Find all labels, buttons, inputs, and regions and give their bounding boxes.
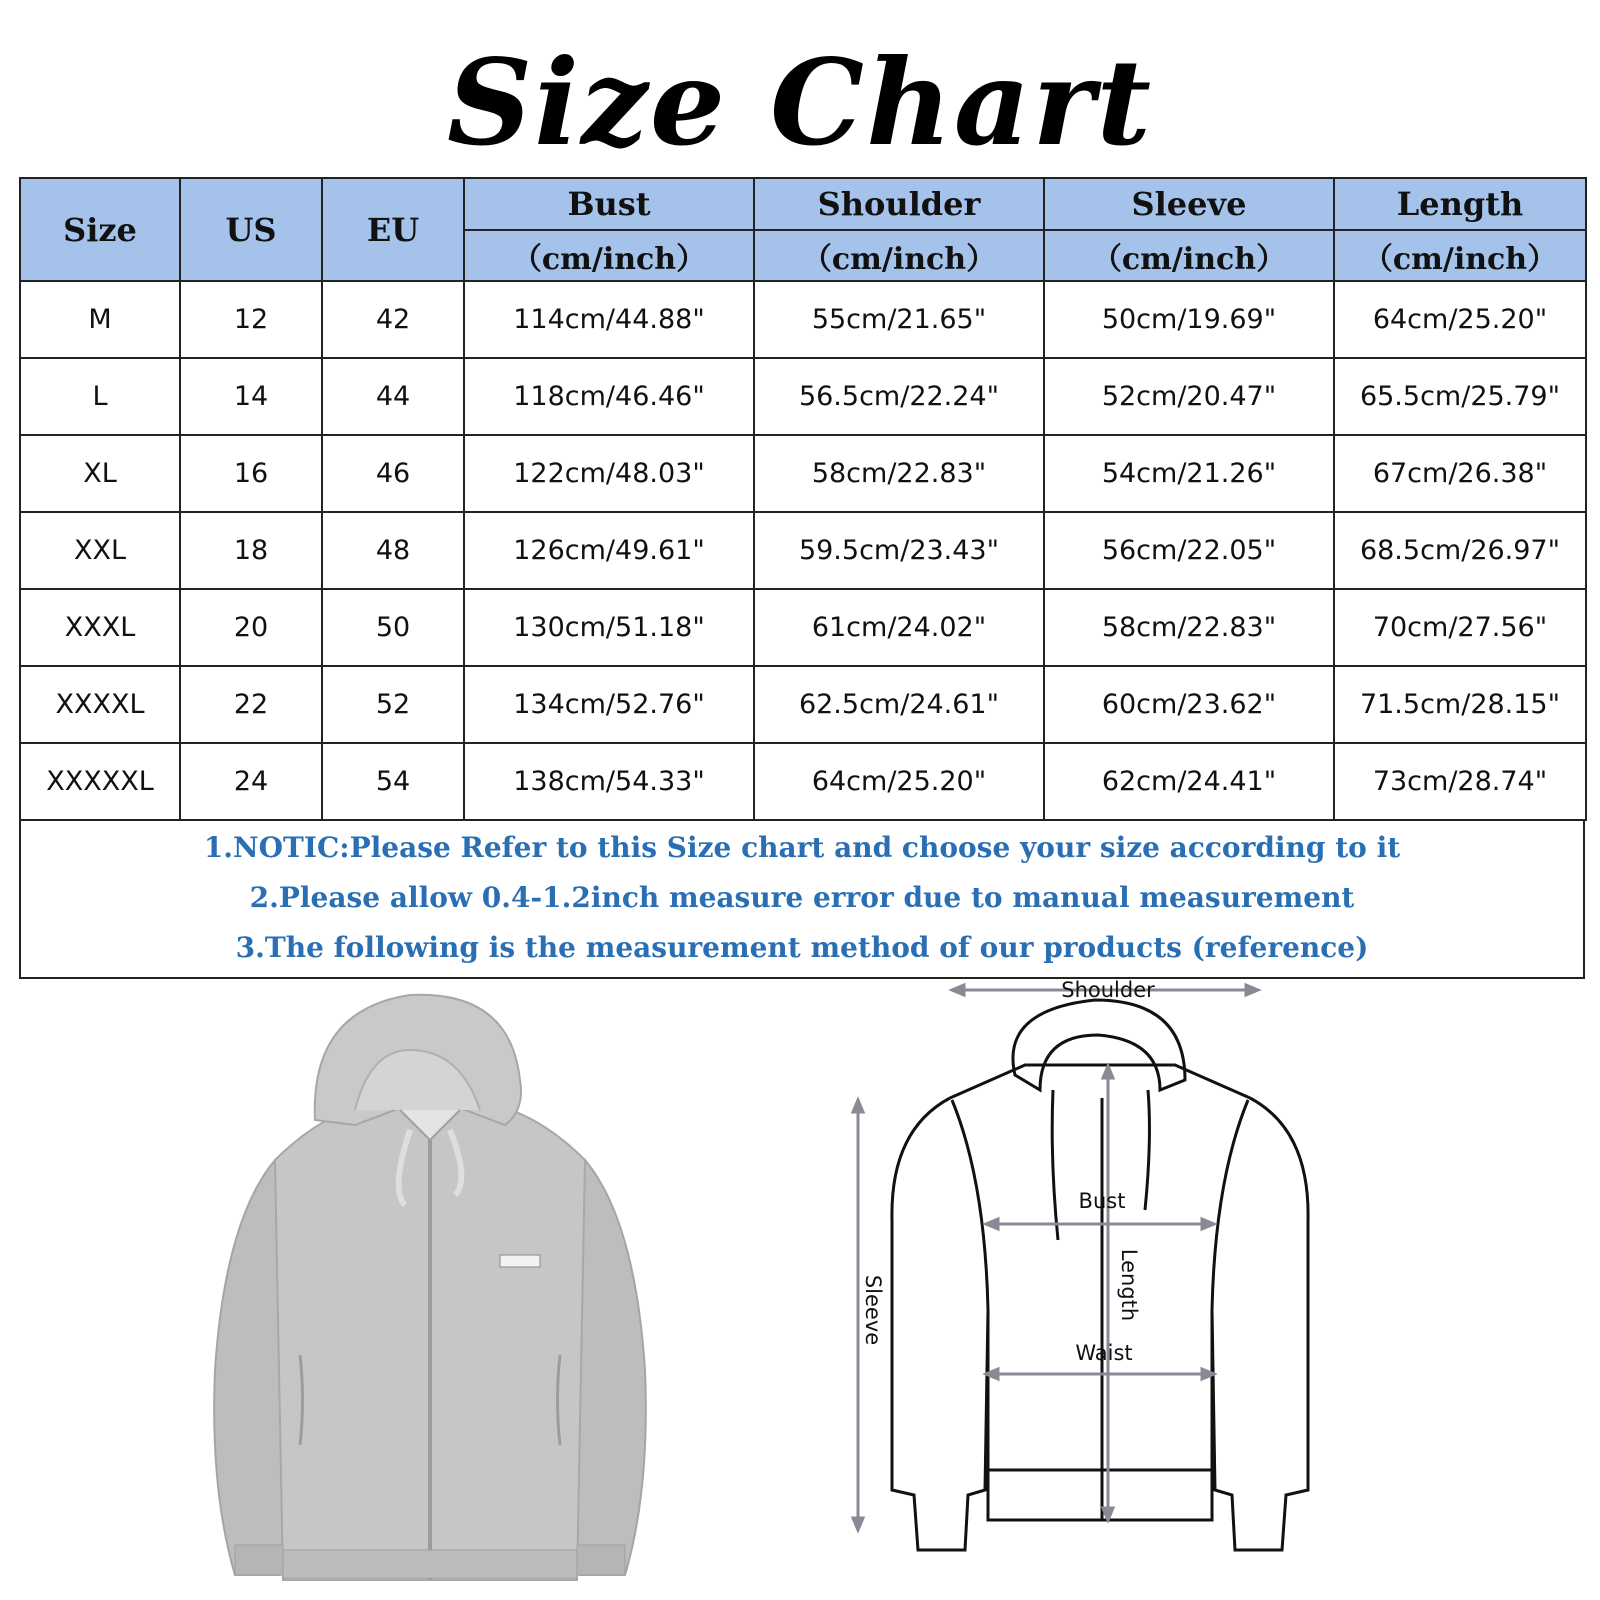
table-row bbox=[20, 666, 1586, 743]
table-row bbox=[20, 589, 1586, 666]
cell-size: XXL bbox=[20, 512, 180, 589]
notes-box bbox=[19, 820, 1585, 979]
cell-sleeve: 50cm/19.69" bbox=[1044, 281, 1334, 358]
cell-eu: 50 bbox=[322, 589, 464, 666]
cell-sleeve: 52cm/20.47" bbox=[1044, 358, 1334, 435]
note-3: 3.The following is the measurement method of our products (reference) bbox=[235, 931, 1369, 964]
cell-eu: 46 bbox=[322, 435, 464, 512]
cell-size: XXXXL bbox=[20, 666, 180, 743]
header-length: Length bbox=[1334, 178, 1586, 230]
cell-us: 18 bbox=[180, 512, 322, 589]
measurement-diagram bbox=[840, 980, 1360, 1580]
cell-size: L bbox=[20, 358, 180, 435]
cell-size: M bbox=[20, 281, 180, 358]
hoodie-photo-body bbox=[214, 995, 646, 1580]
table-row bbox=[20, 435, 1586, 512]
cell-length: 65.5cm/25.79" bbox=[1334, 358, 1586, 435]
cell-us: 16 bbox=[180, 435, 322, 512]
cell-shoulder: 64cm/25.20" bbox=[754, 743, 1044, 820]
cell-shoulder: 56.5cm/22.24" bbox=[754, 358, 1044, 435]
cell-sleeve: 54cm/21.26" bbox=[1044, 435, 1334, 512]
label-length: Length bbox=[1117, 1248, 1141, 1322]
header-us: US bbox=[180, 178, 322, 281]
cell-us: 12 bbox=[180, 281, 322, 358]
cell-length: 71.5cm/28.15" bbox=[1334, 666, 1586, 743]
cell-us: 14 bbox=[180, 358, 322, 435]
cell-bust: 130cm/51.18" bbox=[464, 589, 754, 666]
cell-eu: 48 bbox=[322, 512, 464, 589]
cell-us: 22 bbox=[180, 666, 322, 743]
cell-shoulder: 58cm/22.83" bbox=[754, 435, 1044, 512]
label-bust: Bust bbox=[1078, 1189, 1126, 1213]
cell-us: 24 bbox=[180, 743, 322, 820]
cell-size: XL bbox=[20, 435, 180, 512]
label-sleeve: Sleeve bbox=[861, 1274, 885, 1346]
hoodie-photo bbox=[205, 990, 655, 1585]
note-1: 1.NOTIC:Please Refer to this Size chart and choose your size according to it bbox=[203, 831, 1401, 864]
cell-shoulder: 55cm/21.65" bbox=[754, 281, 1044, 358]
table-row bbox=[20, 743, 1586, 820]
cell-size: XXXL bbox=[20, 589, 180, 666]
table-row bbox=[20, 281, 1586, 358]
header-unit: （cm/inch） bbox=[464, 230, 754, 281]
table-row bbox=[20, 358, 1586, 435]
cell-length: 68.5cm/26.97" bbox=[1334, 512, 1586, 589]
header-bust: Bust bbox=[464, 178, 754, 230]
cell-sleeve: 56cm/22.05" bbox=[1044, 512, 1334, 589]
header-size: Size bbox=[20, 178, 180, 281]
cell-length: 70cm/27.56" bbox=[1334, 589, 1586, 666]
header-unit: （cm/inch） bbox=[754, 230, 1044, 281]
cell-length: 64cm/25.20" bbox=[1334, 281, 1586, 358]
cell-us: 20 bbox=[180, 589, 322, 666]
header-unit: （cm/inch） bbox=[1334, 230, 1586, 281]
size-table bbox=[19, 177, 1587, 821]
table-row bbox=[20, 512, 1586, 589]
measure-arrows bbox=[853, 985, 1258, 1530]
cell-shoulder: 61cm/24.02" bbox=[754, 589, 1044, 666]
cell-sleeve: 62cm/24.41" bbox=[1044, 743, 1334, 820]
cell-eu: 44 bbox=[322, 358, 464, 435]
cell-sleeve: 58cm/22.83" bbox=[1044, 589, 1334, 666]
header-unit: （cm/inch） bbox=[1044, 230, 1334, 281]
hoodie-outline bbox=[892, 1000, 1308, 1550]
cell-size: XXXXXL bbox=[20, 743, 180, 820]
table-header bbox=[20, 178, 1586, 281]
cell-bust: 126cm/49.61" bbox=[464, 512, 754, 589]
cell-length: 67cm/26.38" bbox=[1334, 435, 1586, 512]
label-waist: Waist bbox=[1075, 1341, 1133, 1365]
cell-shoulder: 59.5cm/23.43" bbox=[754, 512, 1044, 589]
cell-eu: 42 bbox=[322, 281, 464, 358]
cell-eu: 54 bbox=[322, 743, 464, 820]
header-eu: EU bbox=[322, 178, 464, 281]
cell-bust: 118cm/46.46" bbox=[464, 358, 754, 435]
cell-eu: 52 bbox=[322, 666, 464, 743]
table-body bbox=[20, 281, 1586, 820]
page-title: Size Chart bbox=[446, 33, 1154, 172]
cell-bust: 122cm/48.03" bbox=[464, 435, 754, 512]
cell-length: 73cm/28.74" bbox=[1334, 743, 1586, 820]
cell-bust: 138cm/54.33" bbox=[464, 743, 754, 820]
cell-shoulder: 62.5cm/24.61" bbox=[754, 666, 1044, 743]
header-shoulder: Shoulder bbox=[754, 178, 1044, 230]
cell-bust: 134cm/52.76" bbox=[464, 666, 754, 743]
label-shoulder: Shoulder bbox=[1061, 980, 1155, 1003]
cell-bust: 114cm/44.88" bbox=[464, 281, 754, 358]
note-2: 2.Please allow 0.4-1.2inch measure error due to manual measurement bbox=[249, 881, 1355, 914]
header-sleeve: Sleeve bbox=[1044, 178, 1334, 230]
cell-sleeve: 60cm/23.62" bbox=[1044, 666, 1334, 743]
